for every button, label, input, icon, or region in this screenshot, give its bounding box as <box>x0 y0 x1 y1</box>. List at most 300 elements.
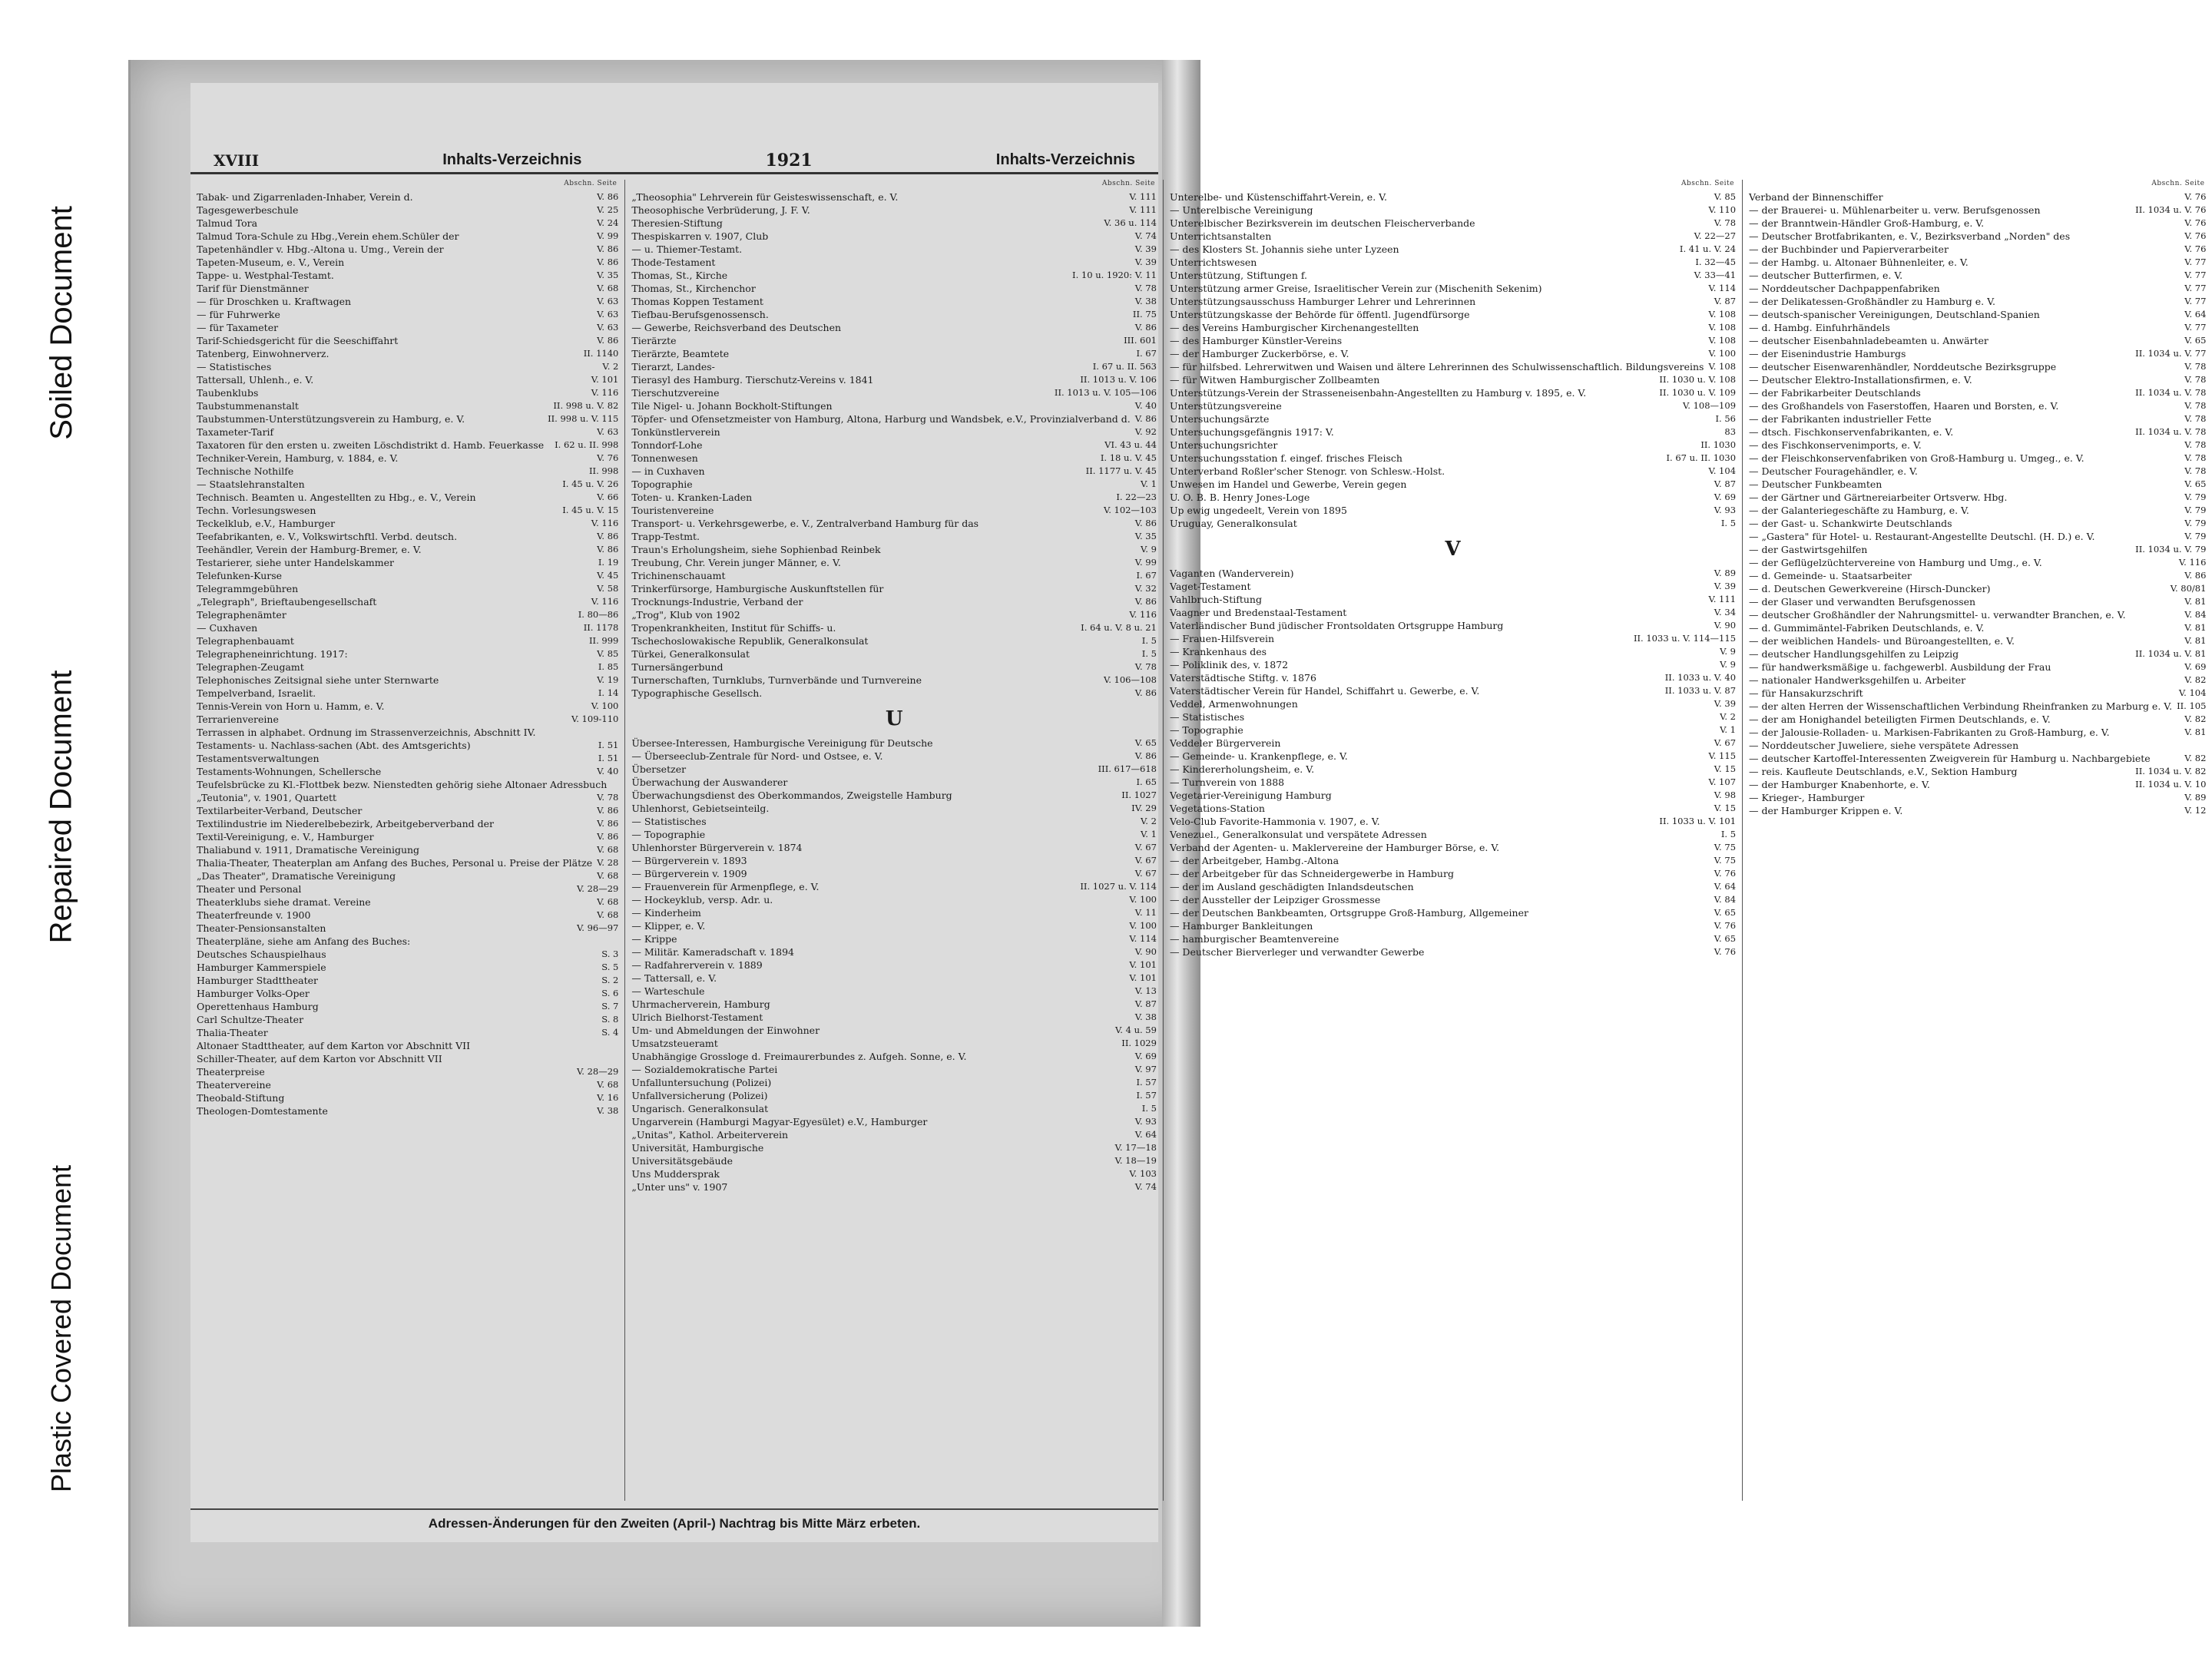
entry-reference: I. 45 u. V. 26 <box>562 478 619 489</box>
entry-reference: II. 1034 u. V. 82 <box>2135 766 2207 776</box>
side-label-repaired: Repaired Document <box>44 670 78 943</box>
entry-reference: II. 1034 u. V. 78 <box>2135 426 2207 437</box>
entry-reference <box>614 935 618 948</box>
entry-reference: V. 2 <box>1141 816 1157 826</box>
entry-title: Ungarisch. Generalkonsulat <box>631 1103 769 1114</box>
entry-title: Überwachungsdienst des Oberkommandos, Zweigstelle Hamburg <box>631 790 952 801</box>
index-entry <box>1170 360 1736 373</box>
index-entry <box>631 932 1157 945</box>
entry-title: — Gewerbe, Reichsverband des Deutschen <box>631 322 842 333</box>
entry-reference: V. 65 <box>1714 907 1737 918</box>
entry-title: Thalia-Theater, Theaterplan am Anfang des Buches, Personal u. Preise der Plätze <box>197 857 593 869</box>
entry-title: — Norddeutscher Dachpappenfabriken <box>1749 283 1940 294</box>
index-entry <box>1749 412 2206 425</box>
index-entry <box>631 985 1157 998</box>
index-entry <box>197 1104 618 1117</box>
entry-title: „Telegraph", Brieftaubengesellschaft <box>197 596 377 608</box>
entry-title: Terrassen in alphabet. Ordnung im Strassenverzeichnis, Abschnitt IV. <box>197 727 536 738</box>
entry-reference: II. 1013 u. V. 106 <box>1080 374 1157 385</box>
entry-reference: I. 56 <box>1715 413 1737 424</box>
index-entry <box>1170 841 1736 854</box>
entry-title: Deutsches Schauspielhaus <box>197 949 326 960</box>
index-entry <box>1170 269 1736 282</box>
index-entry <box>1749 530 2206 543</box>
entry-title: — Gemeinde- u. Krankenpflege, e. V. <box>1169 750 1348 762</box>
entry-title: Unterelbe- und Küstenschiffahrt-Verein, e. V. <box>1169 191 1387 203</box>
index-entry <box>631 217 1157 230</box>
entry-title: Taubstummenanstalt <box>197 400 299 412</box>
entry-title: Übersee-Interessen, Hamburgische Vereinigung für Deutsche <box>631 737 933 749</box>
entry-title: — für Droschken u. Kraftwagen <box>197 296 352 307</box>
entry-reference: V. 79 <box>2184 492 2207 502</box>
index-entry <box>1170 334 1736 347</box>
index-entry <box>631 347 1157 360</box>
entry-reference: V. 87 <box>1714 478 1737 489</box>
index-entry <box>631 647 1157 661</box>
index-entry <box>631 661 1157 674</box>
entry-reference: V. 68 <box>597 844 619 855</box>
entry-title: Schiller-Theater, auf dem Karton vor Abschnitt VII <box>197 1053 442 1064</box>
page-number: XVIII <box>214 151 260 170</box>
index-entry <box>197 256 618 269</box>
index-entry <box>631 321 1157 334</box>
entry-title: — der Brauerei- u. Mühlenarbeiter u. verw. Berufsgenossen <box>1749 204 2041 216</box>
entry-title: — Überseeclub-Zentrale für Nord- und Ostsee, e. V. <box>631 750 883 762</box>
index-entry <box>197 412 618 425</box>
entry-title: — der Deutschen Bankbeamten, Ortsgruppe Groß-Hamburg, Allgemeiner <box>1169 907 1528 919</box>
entry-title: Tonnenwesen <box>631 452 698 464</box>
index-entry <box>197 634 618 647</box>
column-header: Abschn. Seite <box>1101 180 1155 187</box>
entry-title: Tabak- und Zigarrenladen-Inhaber, Verein d. <box>197 191 413 203</box>
index-entry <box>197 948 618 961</box>
index-entry <box>631 190 1157 204</box>
index-entry <box>197 843 618 856</box>
index-entry <box>631 828 1157 841</box>
entry-title: Teufelsbrücke zu Kl.-Flottbek bezw. Nienstedten gehörig siehe Altonaer Adressbuch <box>197 779 608 790</box>
entry-title: — deutscher Handlungsgehilfen zu Leipzig <box>1749 648 1959 660</box>
entry-title: Venezuel., Generalkonsulat und verspätete Adressen <box>1169 829 1427 840</box>
entry-reference: II. 999 <box>589 635 619 646</box>
entry-reference: I. 67 u. II. 1030 <box>1666 452 1737 463</box>
entry-title: — der weiblichen Handels- und Büroangestellten, e. V. <box>1749 635 2015 647</box>
index-entry <box>631 750 1157 763</box>
entry-title: — Turnverein von 1888 <box>1169 776 1285 788</box>
entry-title: — der Gärtner und Gärtnereiarbeiter Ortsverw. Hbg. <box>1749 492 2008 503</box>
index-entry <box>631 815 1157 828</box>
entry-reference: V. 78 <box>2184 413 2207 424</box>
index-entry <box>631 959 1157 972</box>
entry-reference: V. 81 <box>2184 622 2207 633</box>
entry-reference: V. 39 <box>1714 581 1737 591</box>
entry-reference: V. 68 <box>597 896 619 907</box>
entry-reference: V. 15 <box>1714 763 1737 774</box>
index-entry <box>1749 543 2206 556</box>
index-entry <box>197 465 618 478</box>
entry-title: — der Geflügelzüchtervereine von Hamburg und Umg., e. V. <box>1749 557 2042 568</box>
index-entry <box>197 661 618 674</box>
entry-title: — Statistisches <box>197 361 272 372</box>
index-entry <box>1749 295 2206 308</box>
entry-title: — Deutscher Funkbeamten <box>1749 478 1883 490</box>
index-entry <box>1170 256 1736 269</box>
index-entry <box>631 608 1157 621</box>
entry-reference: V. 39 <box>1714 698 1737 709</box>
entry-title: Teckelklub, e.V., Hamburger <box>197 518 336 529</box>
index-entry <box>1170 412 1736 425</box>
entry-title: — Poliklinik des, v. 1872 <box>1169 659 1289 670</box>
entry-title: Tiefbau-Berufsgenossensch. <box>631 309 769 320</box>
entry-title: — Kinderheim <box>631 907 701 919</box>
entry-reference: V. 100 <box>591 700 619 711</box>
index-entry <box>631 1024 1157 1037</box>
index-entry <box>631 802 1157 815</box>
entry-reference: V. 80/81 <box>2170 583 2207 594</box>
index-entry <box>197 804 618 817</box>
entry-title: — deutscher Eisenbahnladebeamten u. Anwärter <box>1749 335 1988 346</box>
entry-title: — Topographie <box>631 829 706 840</box>
entry-title: „Theosophia" Lehrverein für Geisteswissenschaft, e. V. <box>631 191 899 203</box>
index-entry <box>197 817 618 830</box>
index-entry <box>1170 452 1736 465</box>
index-entry <box>1170 737 1736 750</box>
entry-reference: V. 9 <box>1141 544 1157 555</box>
entry-title: Telegraphen-Zeugamt <box>197 661 304 673</box>
entry-title: — der Gastwirtsgehilfen <box>1749 544 1868 555</box>
index-column <box>1164 180 1743 1501</box>
index-entry <box>1170 658 1736 671</box>
entry-reference: V. 74 <box>1134 1181 1157 1192</box>
index-entry <box>631 867 1157 880</box>
entry-reference: V. 89 <box>2184 792 2207 803</box>
entry-reference: IV. 29 <box>1131 803 1157 813</box>
index-entry <box>631 1050 1157 1063</box>
index-entry <box>1749 569 2206 582</box>
entry-reference: V. 76 <box>1714 946 1737 957</box>
entry-reference: V. 17—18 <box>1114 1142 1157 1153</box>
entry-reference: V. 115 <box>1708 750 1737 761</box>
entry-title: — Hamburger Bankleitungen <box>1169 920 1313 932</box>
entry-title: — der Eisenindustrie Hamburgs <box>1749 348 1906 359</box>
entry-reference: V. 78 <box>1134 661 1157 672</box>
entry-title: Unterstützung armer Greise, Israelitischer Verein zur (Mischenith Sekenim) <box>1169 283 1542 294</box>
index-entry <box>1170 386 1736 399</box>
entry-reference: V. 12 <box>2184 805 2207 816</box>
index-entry <box>1749 804 2206 817</box>
index-entry <box>1749 386 2206 399</box>
index-column <box>625 180 1164 1501</box>
entry-reference: V. 111 <box>1129 204 1157 215</box>
entry-reference: V. 28—29 <box>576 883 619 894</box>
entry-title: — Topographie <box>1169 724 1243 736</box>
index-entry <box>1170 789 1736 802</box>
entry-title: Vegetarier-Vereinigung Hamburg <box>1169 790 1332 801</box>
entry-reference: I. 45 u. V. 15 <box>562 505 619 515</box>
index-entry <box>631 776 1157 789</box>
entry-title: — d. Gummimäntel-Fabriken Deutschlands, e. V. <box>1749 622 1985 634</box>
entry-reference: V. 2 <box>602 361 619 372</box>
entry-reference: II. 1034 u. V. 10 <box>2135 779 2207 790</box>
index-entry <box>631 399 1157 412</box>
entry-title: — der Glaser und verwandten Berufsgenossen <box>1749 596 1976 608</box>
index-entry <box>1749 713 2206 726</box>
entry-title: Ulrich Bielhorst-Testament <box>631 1011 763 1023</box>
entry-reference: V. 84 <box>1714 894 1737 905</box>
index-entry <box>631 282 1157 295</box>
index-entry <box>1749 674 2206 687</box>
index-entry <box>197 608 618 621</box>
entry-reference: II. 1033 u. V. 87 <box>1664 685 1737 696</box>
entry-title: Thomas Koppen Testament <box>631 296 763 307</box>
index-entry <box>1749 752 2206 765</box>
entry-title: Unterstützungskasse der Behörde für öffentl. Jugendfürsorge <box>1169 309 1470 320</box>
index-entry <box>1749 360 2206 373</box>
entry-reference: I. 32—45 <box>1695 257 1737 267</box>
entry-title: Verband der Agenten- u. Maklervereine der Hamburger Börse, e. V. <box>1169 842 1500 853</box>
entry-reference: I. 14 <box>598 687 619 698</box>
entry-reference: V. 65 <box>1714 933 1737 944</box>
entry-reference: II. 1027 u. V. 114 <box>1080 881 1157 892</box>
entry-reference: V. 114 <box>1708 283 1737 293</box>
entry-title: U. O. B. B. Henry Jones-Loge <box>1169 492 1310 503</box>
index-entry <box>1749 739 2206 752</box>
entry-reference: II. 1030 u. V. 109 <box>1659 387 1737 398</box>
index-entry <box>197 935 618 948</box>
index-entry <box>197 190 618 204</box>
entry-title: — Statistisches <box>631 816 707 827</box>
index-entry <box>631 412 1157 425</box>
entry-reference: II. 1013 u. V. 105—106 <box>1054 387 1157 398</box>
entry-reference: V. 34 <box>1714 607 1737 617</box>
entry-title: — für Hansakurzschrift <box>1749 687 1863 699</box>
entry-title: Telegraphenbauamt <box>197 635 294 647</box>
entry-reference: V. 93 <box>1714 505 1737 515</box>
entry-reference: V. 75 <box>1714 855 1737 866</box>
index-entry <box>197 778 618 791</box>
entry-reference: I. 51 <box>598 740 619 750</box>
entry-title: Telegrapheneinrichtung. 1917: <box>197 648 348 660</box>
entry-reference: V. 100 <box>1708 348 1737 359</box>
index-entry <box>631 763 1157 776</box>
entry-title: — für handwerksmäßige u. fachgewerbl. Ausbildung der Frau <box>1749 661 2051 673</box>
entry-reference: S. 5 <box>601 962 619 972</box>
column-header: Abschn. Seite <box>1681 180 1735 187</box>
entry-title: Velo-Club Favorite-Hammonia v. 1907, e. V. <box>1169 816 1380 827</box>
entry-reference: V. 78 <box>2184 465 2207 476</box>
entry-reference: V. 106—108 <box>1103 674 1157 685</box>
entry-reference: V. 4 u. 59 <box>1115 1025 1157 1035</box>
entry-title: — Statistisches <box>1169 711 1245 723</box>
entry-reference: V. 97 <box>1134 1064 1157 1074</box>
entry-reference: V. 93 <box>1134 1116 1157 1127</box>
index-entry <box>1170 295 1736 308</box>
index-entry <box>631 230 1157 243</box>
entry-title: Tattersall, Uhlenh., e. V. <box>197 374 314 386</box>
index-entry <box>631 569 1157 582</box>
entry-title: „Teutonia", v. 1901, Quartett <box>197 792 337 803</box>
entry-reference: V. 101 <box>591 374 619 385</box>
entry-title: Uhlenhorst, Gebietseinteilg. <box>631 803 770 814</box>
entry-title: — Bürgerverein v. 1909 <box>631 868 747 879</box>
entry-title: — reis. Kaufleute Deutschlands, e.V., Sektion Hamburg <box>1749 766 2018 777</box>
entry-reference: V. 74 <box>1134 230 1157 241</box>
entry-title: — der Arbeitgeber für das Schneidergewerbe in Hamburg <box>1169 868 1454 879</box>
entry-title: Up ewig ungedeelt, Verein von 1895 <box>1169 505 1347 516</box>
entry-reference: V. 86 <box>597 818 619 829</box>
page-header <box>190 148 1158 174</box>
entry-reference: V. 24 <box>597 217 619 228</box>
entry-title: — Frauenverein für Armenpflege, e. V. <box>631 881 820 892</box>
entry-reference: I. 41 u. V. 24 <box>1679 243 1737 254</box>
entry-title: Tapeten-Museum, e. V., Verein <box>197 257 345 268</box>
entry-reference: I. 5 <box>1720 518 1737 528</box>
entry-title: Tempelverband, Israelit. <box>197 687 316 699</box>
entry-title: Hamburger Stadttheater <box>197 975 318 986</box>
index-entry <box>1749 204 2206 217</box>
index-entry <box>1170 217 1736 230</box>
index-entry <box>197 700 618 713</box>
entry-title: Traun's Erholungsheim, siehe Sophienbad Reinbek <box>631 544 881 555</box>
entry-reference: V. 76 <box>2184 243 2207 254</box>
entry-reference: V. 75 <box>1714 842 1737 853</box>
entry-title: Vaterstädtische Stiftg. v. 1876 <box>1169 672 1316 684</box>
entry-title: — Hockeyklub, versp. Adr. u. <box>631 894 773 906</box>
entry-title: — der alten Herren der Wissenschaftlichen Verbindung Rheinfranken zu Marburg e. V. <box>1749 700 2173 712</box>
index-entry <box>197 582 618 595</box>
index-entry <box>197 974 618 987</box>
entry-title: Umsatzsteueramt <box>631 1038 718 1049</box>
entry-reference: V. 77 <box>2184 296 2207 306</box>
index-entry <box>197 243 618 256</box>
column-header: Abschn. Seite <box>2151 180 2205 187</box>
index-entry <box>197 543 618 556</box>
index-entry <box>1749 621 2206 634</box>
entry-title: Universität, Hamburgische <box>631 1142 764 1154</box>
entry-reference: V. 69 <box>1714 492 1737 502</box>
entry-reference: V. 86 <box>1134 596 1157 607</box>
entry-reference: V. 78 <box>1714 217 1737 228</box>
entry-reference: V. 16 <box>597 1092 619 1103</box>
entry-title: Universitätsgebäude <box>631 1155 733 1167</box>
index-entry <box>1170 347 1736 360</box>
entry-reference: V. 33—41 <box>1694 270 1737 280</box>
index-entry <box>1170 308 1736 321</box>
index-entry <box>1749 778 2206 791</box>
index-entry <box>631 269 1157 282</box>
index-entry <box>197 1026 618 1039</box>
entry-title: — der Fleischkonservenfabriken von Groß-Hamburg u. Umgeg., e. V. <box>1749 452 2085 464</box>
entry-reference: V. 13 <box>1134 985 1157 996</box>
entry-reference: V. 67 <box>1714 737 1737 748</box>
entry-title: Technische Nothilfe <box>197 465 294 477</box>
entry-title: Tagesgewerbeschule <box>197 204 299 216</box>
index-entry <box>631 556 1157 569</box>
index-entry <box>1749 582 2206 595</box>
index-entry <box>631 295 1157 308</box>
entry-title: Trichinenschauamt <box>631 570 726 581</box>
entry-title: — deutscher Großhändler der Nahrungsmittel- u. verwandter Branchen, e. V. <box>1749 609 2126 621</box>
entry-title: Theaterfreunde v. 1900 <box>197 909 311 921</box>
entry-title: Treubung, Chr. Verein junger Männer, e. V. <box>631 557 841 568</box>
entry-title: Tatenberg, Einwohnerverz. <box>197 348 329 359</box>
entry-title: Telegraphenämter <box>197 609 286 621</box>
index-entry <box>1749 791 2206 804</box>
entry-title: Turnersängerbund <box>631 661 724 673</box>
entry-title: — in Cuxhaven <box>631 465 705 477</box>
index-entry <box>1170 854 1736 867</box>
entry-title: — Norddeutscher Juweliere, siehe verspätete Adressen <box>1749 740 2019 751</box>
entry-title: Textilindustrie im Niederelbebezirk, Arbeitgeberverband der <box>197 818 495 829</box>
entry-title: „Unitas", Kathol. Arbeiterverein <box>631 1129 789 1141</box>
section-letter: U <box>885 707 903 730</box>
entry-reference: V. 36 u. 114 <box>1104 217 1157 228</box>
entry-title: Tonkünstlerverein <box>631 426 720 438</box>
entry-title: Vegetations-Station <box>1169 803 1265 814</box>
entry-title: Hamburger Volks-Oper <box>197 988 310 999</box>
entry-reference: II. 1034 u. V. 78 <box>2135 387 2207 398</box>
index-entry <box>631 517 1157 530</box>
index-entry <box>1749 765 2206 778</box>
entry-reference: V. 108—109 <box>1683 400 1737 411</box>
entry-reference: V. 76 <box>2184 230 2207 241</box>
entry-reference: I. 67 u. II. 563 <box>1092 361 1157 372</box>
index-entry <box>197 595 618 608</box>
entry-title: — der Hambg. u. Altonaer Bühnenleiter, e. V. <box>1749 257 1969 268</box>
index-entry <box>197 791 618 804</box>
entry-title: Touristenvereine <box>631 505 714 516</box>
index-entry <box>197 204 618 217</box>
index-entry <box>1170 710 1736 723</box>
column-header: Abschn. Seite <box>564 180 618 187</box>
entry-reference: V. 116 <box>591 596 619 607</box>
index-entry <box>1170 567 1736 580</box>
entry-title: Tarif für Dienstmänner <box>197 283 309 294</box>
index-entry <box>1170 919 1736 932</box>
index-entry <box>197 882 618 896</box>
entry-reference: II. 1027 <box>1121 790 1157 800</box>
index-entry <box>1170 504 1736 517</box>
index-entry <box>197 452 618 465</box>
entry-reference: V. 96—97 <box>576 922 619 933</box>
index-entry <box>1170 478 1736 491</box>
index-entry <box>1749 647 2206 661</box>
entry-title: Tierärzte, Beamtete <box>631 348 730 359</box>
index-entry <box>1170 465 1736 478</box>
entry-reference: II. 75 <box>1132 309 1157 320</box>
entry-reference: V. 78 <box>597 792 619 803</box>
entry-title: Thalia-Theater <box>197 1027 268 1038</box>
entry-reference: V. 22—27 <box>1694 230 1737 241</box>
entry-reference: V. 11 <box>1134 907 1157 918</box>
index-entry <box>197 726 618 739</box>
index-entry <box>631 972 1157 985</box>
entry-reference: V. 35 <box>597 270 619 280</box>
entry-title: Untersuchungsrichter <box>1169 439 1278 451</box>
entry-reference: V. 86 <box>597 531 619 541</box>
entry-title: Theosophische Verbrüderung, J. F. V. <box>631 204 810 216</box>
entry-reference: V. 108 <box>1708 322 1737 333</box>
index-entry <box>1170 632 1736 645</box>
entry-title: Techn. Vorlesungswesen <box>197 505 316 516</box>
index-entry <box>197 1039 618 1052</box>
entry-title: Unwesen im Handel und Gewerbe, Verein gegen <box>1169 478 1407 490</box>
entry-title: „Das Theater", Dramatische Vereinigung <box>197 870 396 882</box>
entry-reference: V. 116 <box>2178 557 2207 568</box>
entry-reference: S. 2 <box>601 975 619 985</box>
header-title-left: Inhalts-Verzeichnis <box>442 151 582 168</box>
entry-title: Trocknungs-Industrie, Verband der <box>631 596 803 608</box>
entry-title: — deutscher Eisenwarenhändler, Norddeutsche Bezirksgruppe <box>1749 361 2057 372</box>
